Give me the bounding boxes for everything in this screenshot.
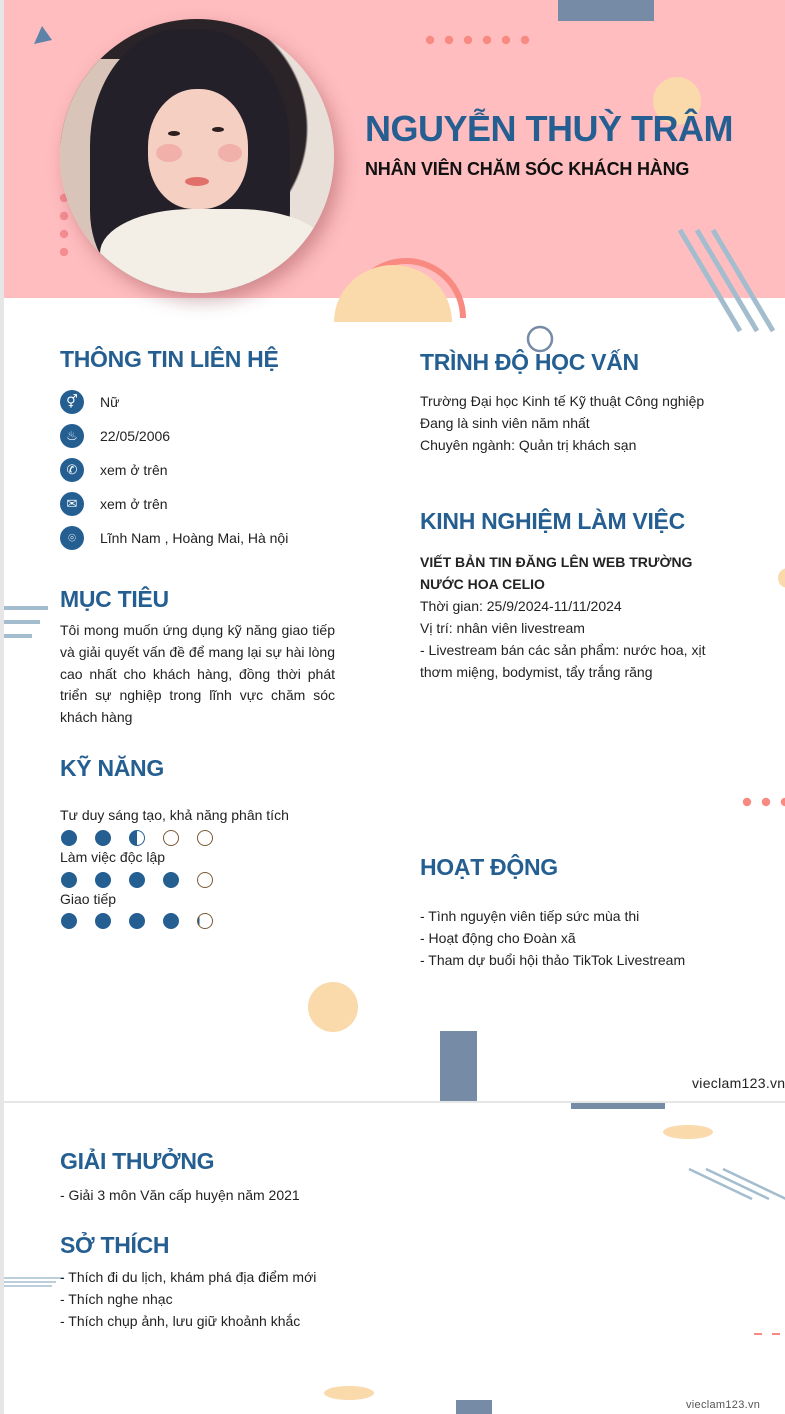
hobby-item: - Thích nghe nhạc [60,1291,173,1307]
rating-dot-empty [163,830,179,846]
contact-birthday-value: 22/05/2006 [100,428,171,444]
skill-rating [61,872,213,888]
hobbies-section-title: SỞ THÍCH [60,1232,170,1258]
skill-label: Giao tiếp [60,891,117,907]
contact-section-title: THÔNG TIN LIÊN HỆ [60,346,279,372]
contact-email-value: xem ở trên [100,496,168,512]
rating-dot-filled [61,872,77,888]
skill-label: Tư duy sáng tạo, khả năng phân tích [60,807,289,823]
rating-dot-filled [129,913,145,929]
rating-dot-filled [61,913,77,929]
profile-photo [60,19,334,293]
rating-dot-empty [197,872,213,888]
hobbies-list [60,1266,316,1332]
rating-dot-filled [95,913,111,929]
location-pin-icon: ⌾ [60,526,84,550]
awards-section-title: GIẢI THƯỞNG [60,1148,215,1174]
skill-rating [61,830,213,846]
experience-position: Vị trí: nhân viên livestream [420,620,585,636]
rating-dot-filled [129,872,145,888]
rating-dot-empty [197,830,213,846]
education-school: Trường Đại học Kinh tế Kỹ thuật Công nghiệp [420,393,705,409]
contact-gender-value: Nữ [100,394,120,410]
diagonal-lines-decor [680,230,773,331]
birthday-cake-icon: ♨ [60,424,84,448]
contact-address-value: Lĩnh Nam , Hoàng Mai, Hà nội [100,530,289,546]
gender-icon: ⚥ [60,390,84,414]
experience-description-cont: thơm miệng, bodymist, tẩy trắng răng [420,664,653,680]
rating-dot-filled [95,830,111,846]
skill-label: Làm việc độc lập [60,849,166,865]
awards-list [60,1184,300,1206]
experience-description: - Livestream bán các sản phẩm: nước hoa, xịt [420,642,706,658]
contact-gender [60,389,119,415]
activity-item: - Hoạt động cho Đoàn xã [420,930,576,946]
slate-bar-decor [558,0,654,21]
objective-text: Tôi mong muốn ứng dụng kỹ năng giao tiếp và giải quyết vấn đề để mang lại sự hài lòng cao nhất cho khách hàng, đồng thời phát triển sự nghiệp trong lĩnh vực chăm sóc khách hàng [60,622,335,726]
activity-item: - Tham dự buổi hội thảo TikTok Livestream [420,952,686,968]
candidate-name: NGUYỄN THUỲ TRÂM [365,108,733,149]
rating-dot-filled [61,830,77,846]
education-section-title: TRÌNH ĐỘ HỌC VẤN [420,349,639,375]
hobby-item: - Thích đi du lịch, khám phá địa điểm mới [60,1269,317,1285]
contact-phone-value: xem ở trên [100,462,168,478]
candidate-role: NHÂN VIÊN CHĂM SÓC KHÁCH HÀNG [365,159,690,179]
rating-dot-filled [163,913,179,929]
activities-list [420,905,685,971]
salmon-dots-decor [426,36,529,44]
activity-item: - Tình nguyện viên tiếp sức mùa thi [420,908,640,924]
experience-time: Thời gian: 25/9/2024-11/11/2024 [420,598,622,614]
rating-dot-filled [95,872,111,888]
contact-email [60,491,168,517]
education-major: Chuyên ngành: Quản trị khách sạn [420,437,637,453]
experience-company: VIẾT BẢN TIN ĐĂNG LÊN WEB TRƯỜNG [420,554,693,570]
experience-company-cont: NƯỚC HOA CELIO [420,576,545,592]
skills-section-title: KỸ NĂNG [60,755,164,781]
education-details [420,390,704,456]
cv-page-2 [4,1103,785,1414]
experience-section-title: KINH NGHIỆM LÀM VIỆC [420,508,685,534]
watermark: vieclam123.vn [686,1399,761,1411]
cv-page-1 [4,0,785,1101]
rating-dot-half [129,830,145,846]
contact-address [60,525,288,551]
award-item: - Giải 3 môn Văn cấp huyện năm 2021 [60,1187,300,1203]
envelope-icon: ✉ [60,492,84,516]
rating-dot-filled [163,872,179,888]
objective-section-title: MỤC TIÊU [60,586,169,612]
experience-entry [420,551,705,683]
education-status: Đang là sinh viên năm nhất [420,415,590,431]
skill-rating [61,913,213,929]
phone-icon: ✆ [60,458,84,482]
activities-section-title: HOẠT ĐỘNG [420,854,558,880]
contact-phone [60,457,168,483]
watermark: vieclam123.vn [692,1075,785,1091]
rating-dot-partial [197,913,213,929]
contact-birthday [60,423,170,449]
hobby-item: - Thích chụp ảnh, lưu giữ khoảnh khắc [60,1313,301,1329]
triangle-decor [34,26,52,44]
